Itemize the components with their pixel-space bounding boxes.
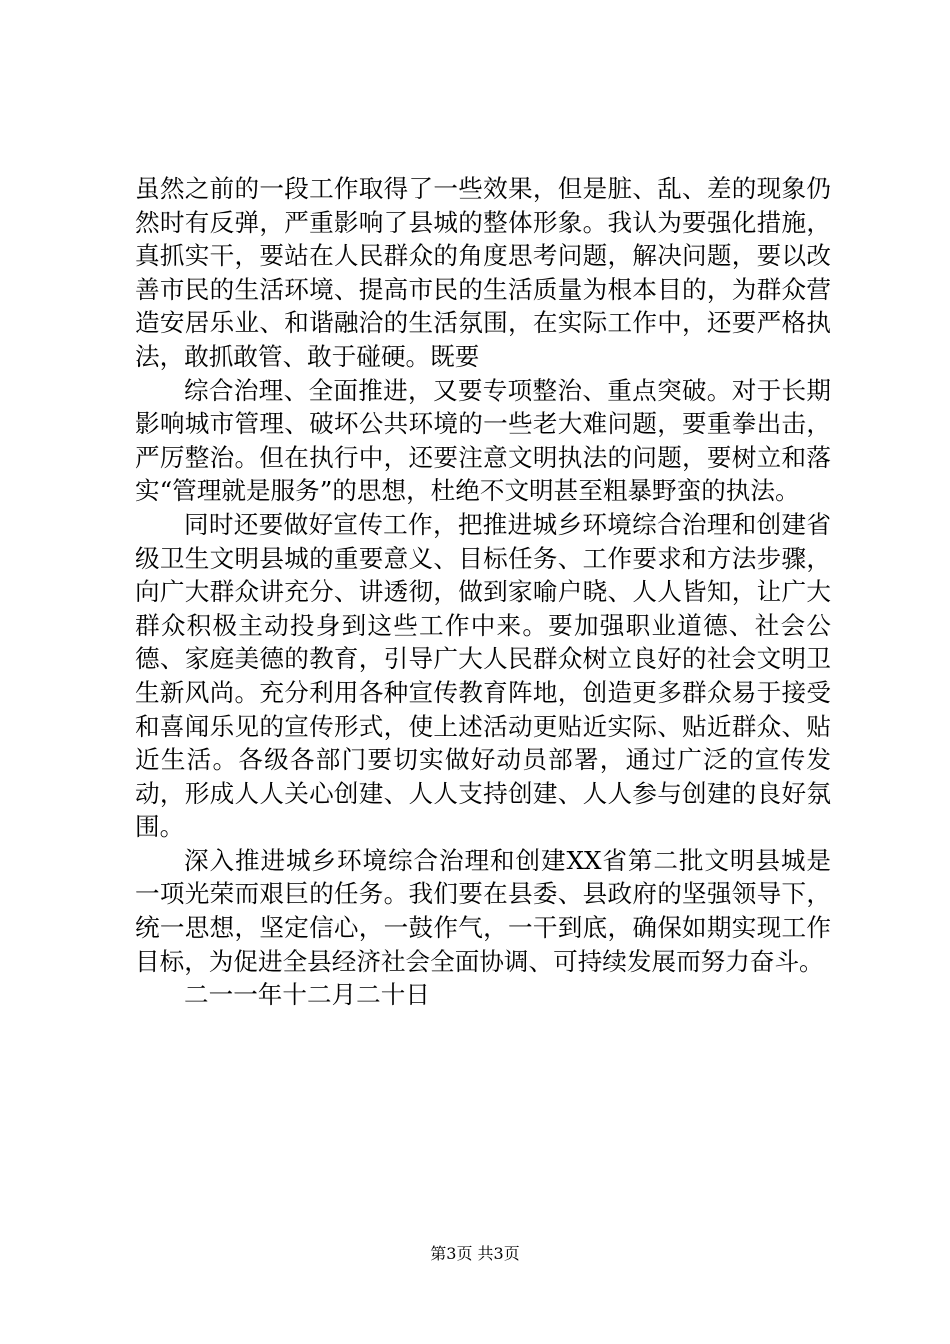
paragraph-1: 虽然之前的一段工作取得了一些效果，但是脏、乱、差的现象仍然时有反弹，严重影响了县城的整体形象。我认为要强化措施，真抓实干，要站在人民群众的角度思考问题，解决问题，要以改善市民的生活环境、提高市民的生活质量为根本目的，为群众营造安居乐业、和谐融洽的生活氛围，在实际工作中，还要严格执法，敢抓敢管、敢于碰硬。既要 xyxy=(135,174,831,371)
paragraph-4: 深入推进城乡环境综合治理和创建XX省第二批文明县城是一项光荣而艰巨的任务。我们要在县委、县政府的坚强领导下，统一思想，坚定信心，一鼓作气，一干到底，确保如期实现工作目标，为促进全县经济社会全面协调、可持续发展而努力奋斗。 xyxy=(135,845,831,976)
paragraph-3: 同时还要做好宣传工作，把推进城乡环境综合治理和创建省级卫生文明县城的重要意义、目标任务、工作要求和方法步骤，向广大群众讲充分、讲透彻，做到家喻户晓、人人皆知，让广大群众积极主动投身到这些工作中来。要加强职业道德、社会公德、家庭美德的教育，引导广大人民群众树立良好的社会文明卫生新风尚。充分利用各种宣传教育阵地，创造更多群众易于接受和喜闻乐见的宣传形式，使上述活动更贴近实际、贴近群众、贴近生活。各级各部门要切实做好动员部署，通过广泛的宣传发动，形成人人关心创建、人人支持创建、人人参与创建的良好氛围。 xyxy=(135,509,831,842)
page-footer: 第3页 共3页 xyxy=(430,1244,520,1263)
date-line: 二一一年十二月二十日 xyxy=(184,980,430,1010)
document-body xyxy=(135,172,831,1012)
paragraph-2: 综合治理、全面推进，又要专项整治、重点突破。对于长期影响城市管理、破坏公共环境的一些老大难问题，要重拳出击，严厉整治。但在执行中，还要注意文明执法的问题，要树立和落实“管理就是服务”的思想，杜绝不文明甚至粗暴野蛮的执法。 xyxy=(135,375,831,506)
